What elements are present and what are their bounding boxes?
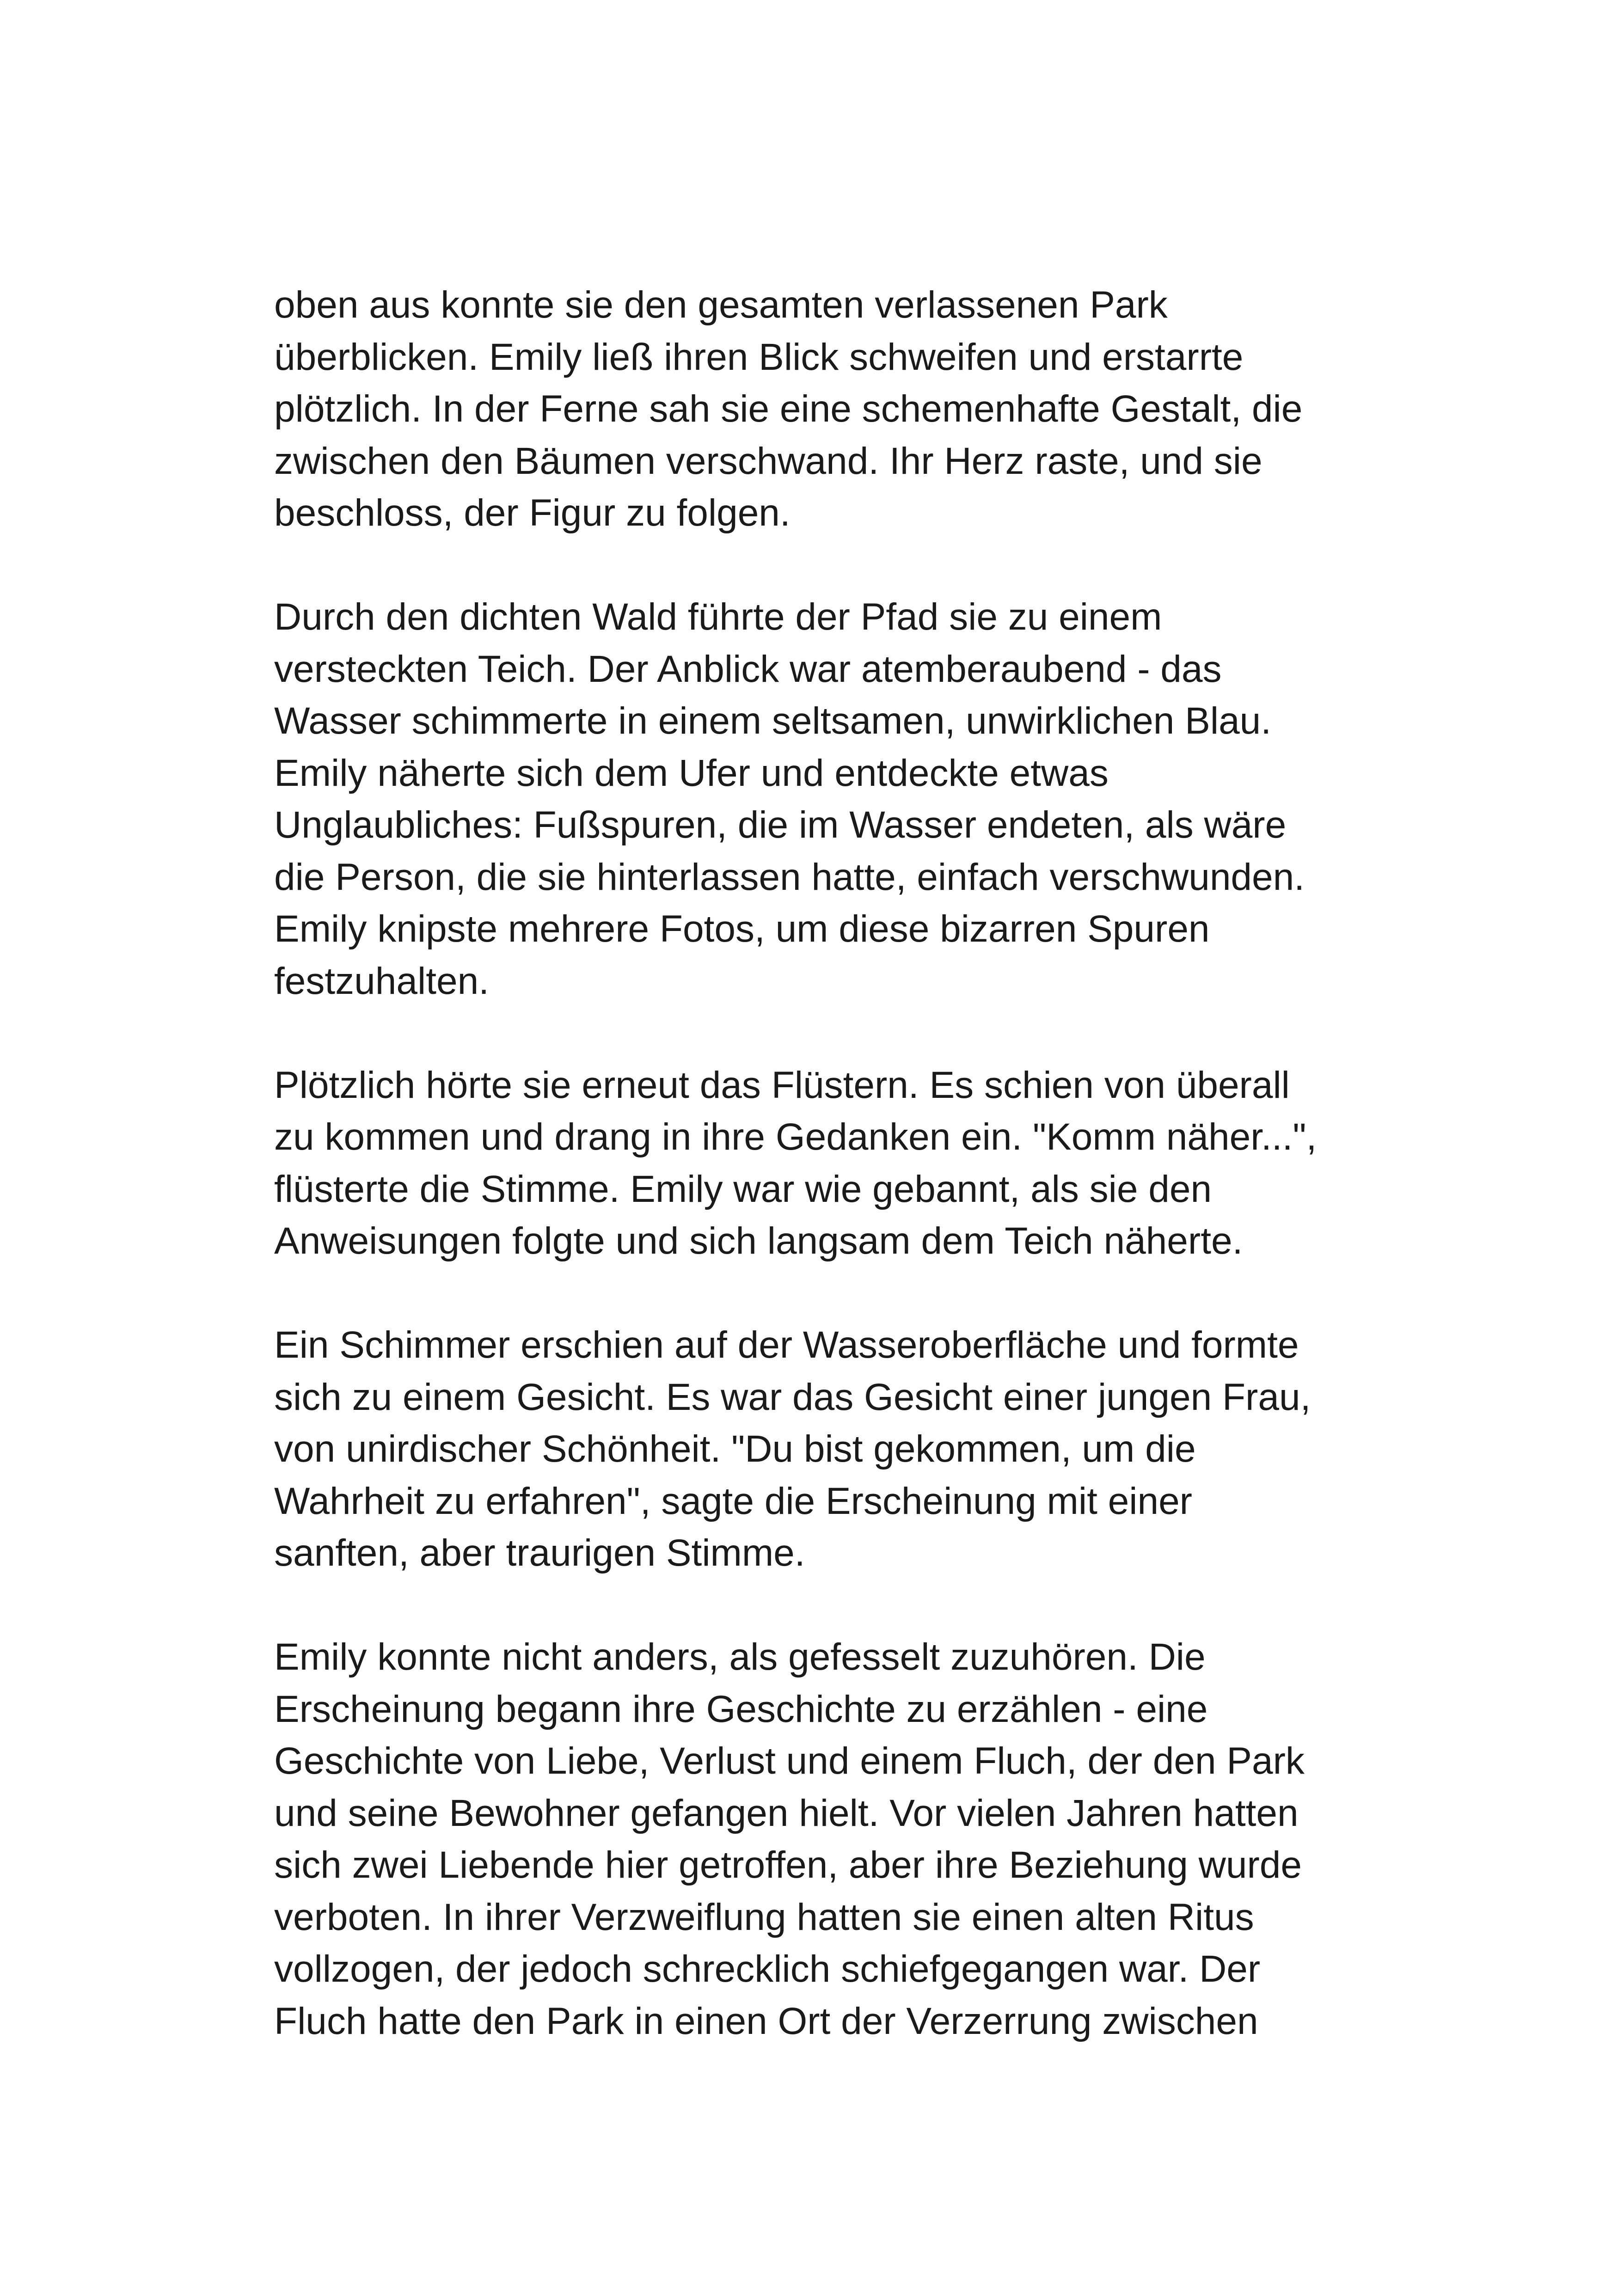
text-line: Emily knipste mehrere Fotos, um diese bizarren Spuren xyxy=(274,908,1210,950)
text-line: Geschichte von Liebe, Verlust und einem Fluch, der den Park xyxy=(274,1740,1305,1782)
paragraph-4 xyxy=(274,1319,1393,1580)
text-line: zwischen den Bäumen verschwand. Ihr Herz raste, und sie xyxy=(274,440,1263,482)
text-line: sich zwei Liebende hier getroffen, aber ihre Beziehung wurde xyxy=(274,1844,1302,1886)
text-line: Unglaubliches: Fußspuren, die im Wasser endeten, als wäre xyxy=(274,804,1287,846)
document-body xyxy=(274,279,1393,2100)
text-line: und seine Bewohner gefangen hielt. Vor vielen Jahren hatten xyxy=(274,1792,1299,1834)
text-line: die Person, die sie hinterlassen hatte, einfach verschwunden. xyxy=(274,856,1305,898)
text-line: versteckten Teich. Der Anblick war atemberaubend - das xyxy=(274,648,1222,690)
text-line: oben aus konnte sie den gesamten verlassenen Park xyxy=(274,284,1168,326)
text-line: Emily näherte sich dem Ufer und entdeckte etwas xyxy=(274,752,1109,794)
text-line: Ein Schimmer erschien auf der Wasseroberfläche und formte xyxy=(274,1324,1299,1366)
text-line: Plötzlich hörte sie erneut das Flüstern. Es schien von überall xyxy=(274,1064,1290,1106)
text-line: vollzogen, der jedoch schrecklich schiefgegangen war. Der xyxy=(274,1948,1261,1990)
text-line: Wahrheit zu erfahren", sagte die Erscheinung mit einer xyxy=(274,1480,1192,1522)
text-line: Anweisungen folgte und sich langsam dem Teich näherte. xyxy=(274,1220,1243,1262)
text-line: überblicken. Emily ließ ihren Blick schweifen und erstarrte xyxy=(274,336,1244,378)
text-line: zu kommen und drang in ihre Gedanken ein. "Komm näher...", xyxy=(274,1116,1317,1158)
text-line: flüsterte die Stimme. Emily war wie gebannt, als sie den xyxy=(274,1168,1212,1210)
paragraph-5 xyxy=(274,1631,1393,2047)
text-line: Erscheinung begann ihre Geschichte zu erzählen - eine xyxy=(274,1688,1208,1730)
text-line: beschloss, der Figur zu folgen. xyxy=(274,492,791,534)
text-line: sanften, aber traurigen Stimme. xyxy=(274,1532,805,1574)
paragraph-3 xyxy=(274,1059,1393,1267)
text-line: sich zu einem Gesicht. Es war das Gesicht einer jungen Frau, xyxy=(274,1376,1311,1418)
text-line: von unirdischer Schönheit. "Du bist gekommen, um die xyxy=(274,1428,1196,1470)
text-line: plötzlich. In der Ferne sah sie eine schemenhafte Gestalt, die xyxy=(274,388,1303,430)
text-line: Durch den dichten Wald führte der Pfad sie zu einem xyxy=(274,596,1162,638)
paragraph-2 xyxy=(274,591,1393,1007)
paragraph-1 xyxy=(274,279,1393,539)
text-line: verboten. In ihrer Verzweiflung hatten sie einen alten Ritus xyxy=(274,1896,1254,1938)
text-line: festzuhalten. xyxy=(274,960,489,1002)
text-line: Emily konnte nicht anders, als gefesselt zuzuhören. Die xyxy=(274,1636,1206,1678)
text-line: Fluch hatte den Park in einen Ort der Verzerrung zwischen xyxy=(274,2000,1258,2042)
text-line: Wasser schimmerte in einem seltsamen, unwirklichen Blau. xyxy=(274,700,1272,742)
